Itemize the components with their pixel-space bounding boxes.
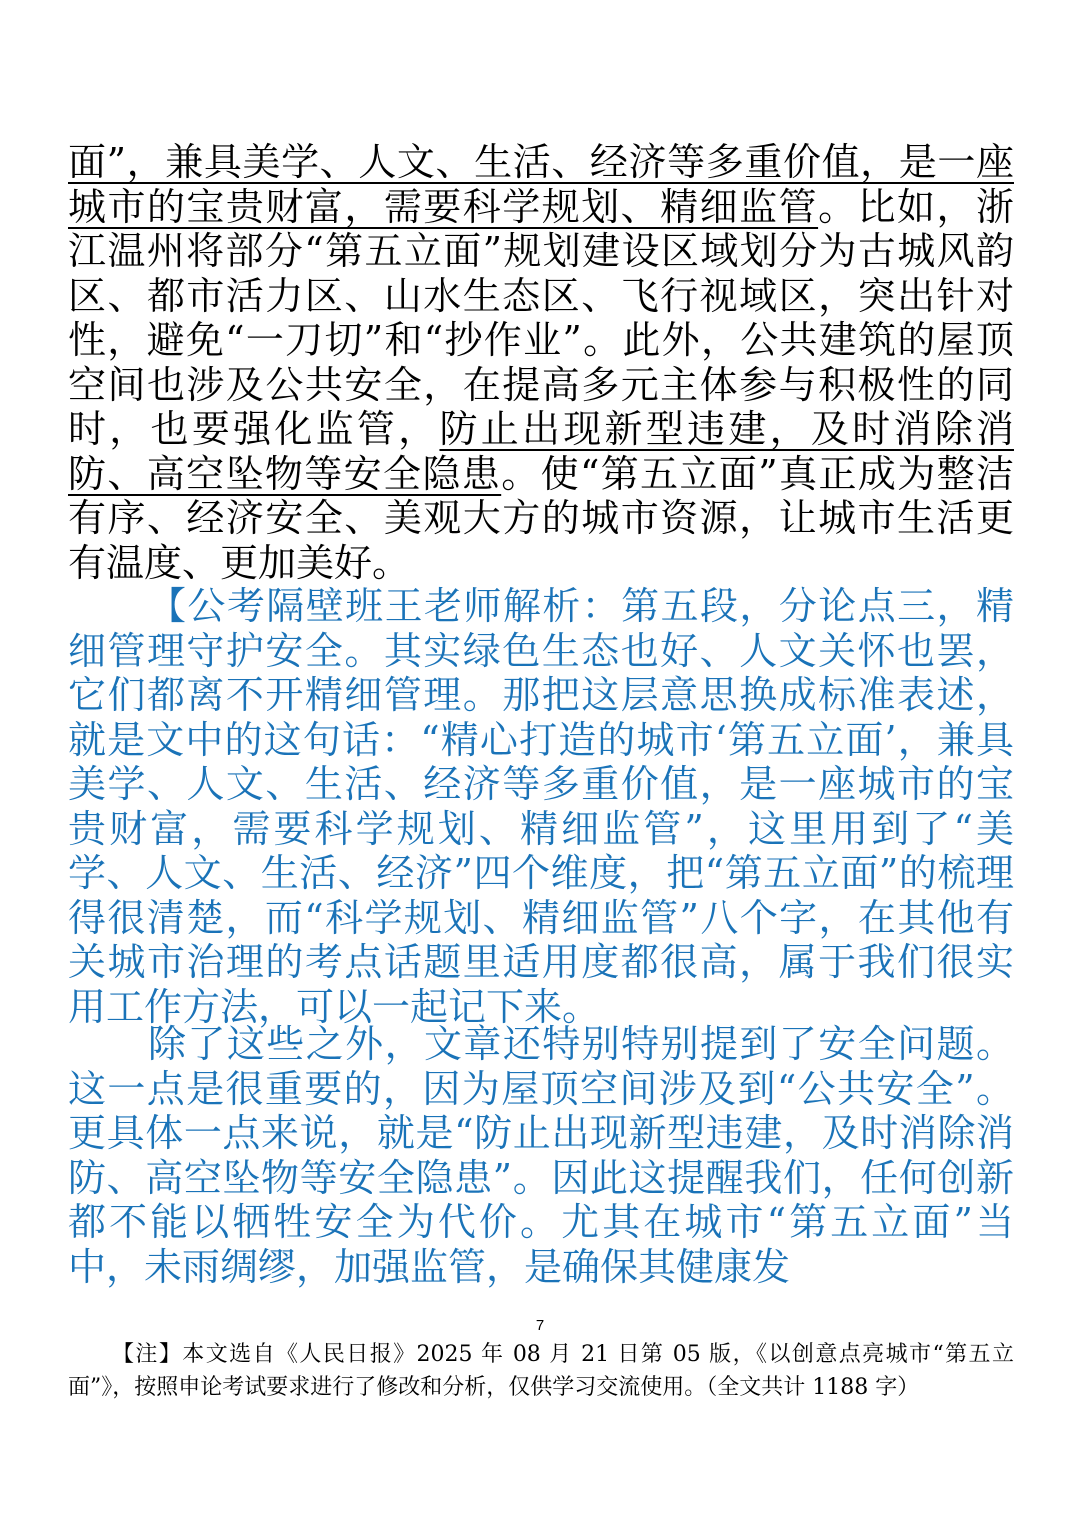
source-note: 【注】本文选自《人民日报》2025 年 08 月 21 日第 05 版，《以创意点亮城市“第五立面”》，按照申论考试要求进行了修改和分析，仅供学习交流使用。（全文共计 1188 字） <box>68 1342 1014 1400</box>
article-text-2: 。使“第五立面”真正成为整洁有序、经济安全、美观大方的城市资源，让城市生活更有温度、更加美好。 <box>68 451 1014 585</box>
article-text-1: 。比如，浙江温州将部分“第五立面”规划建设区域划分为古城风韵区、都市活力区、山水生态区、飞行视域区，突出针对性，避免“一刀切”和“抄作业”。此外，公共建筑的屋顶空间也涉及公共安全，在提高多元主体参与积极性的同时，也要强化监管， <box>68 184 1014 451</box>
analysis-paragraph-1: 【公考隔壁班王老师解析：第五段，分论点三，精细管理守护安全。其实绿色生态也好、人文关怀也罢，它们都离不开精细管理。那把这层意思换成标准表述，就是文中的这句话：“精心打造的城市‘第五立面’，兼具美学、人文、生活、经济等多重价值，是一座城市的宝贵财富，需要科学规划、精细监管”，这里用到了“美学、人文、生活、经济”四个维度，把“第五立面”的梳理得很清楚，而“科学规划、精细监管”八个字，在其他有关城市治理的考点话题里适用度都很高，属于我们很实用工作方法，可以一起记下来。 <box>68 584 1014 1029</box>
page-number: 7 <box>535 1317 545 1334</box>
article-paragraph <box>68 140 1014 585</box>
underlined-sentence-1: 面”，兼具美学、人文、生活、经济等多重价值，是一座城市的宝贵财富，需要科学规划、精细监管 <box>68 140 1014 229</box>
analysis-paragraph-2: 除了这些之外，文章还特别特别提到了安全问题。这一点是很重要的，因为屋顶空间涉及到“公共安全”。更具体一点来说，就是“防止出现新型违建，及时消除消防、高空坠物等安全隐患”。因此这提醒我们，任何创新都不能以牺牲安全为代价。尤其在城市“第五立面”当中，未雨绸缪，加强监管，是确保其健康发 <box>68 1022 1014 1289</box>
underlined-sentence-2: 防止出现新型违建，及时消除消防、高空坠物等安全隐患 <box>68 407 1014 496</box>
